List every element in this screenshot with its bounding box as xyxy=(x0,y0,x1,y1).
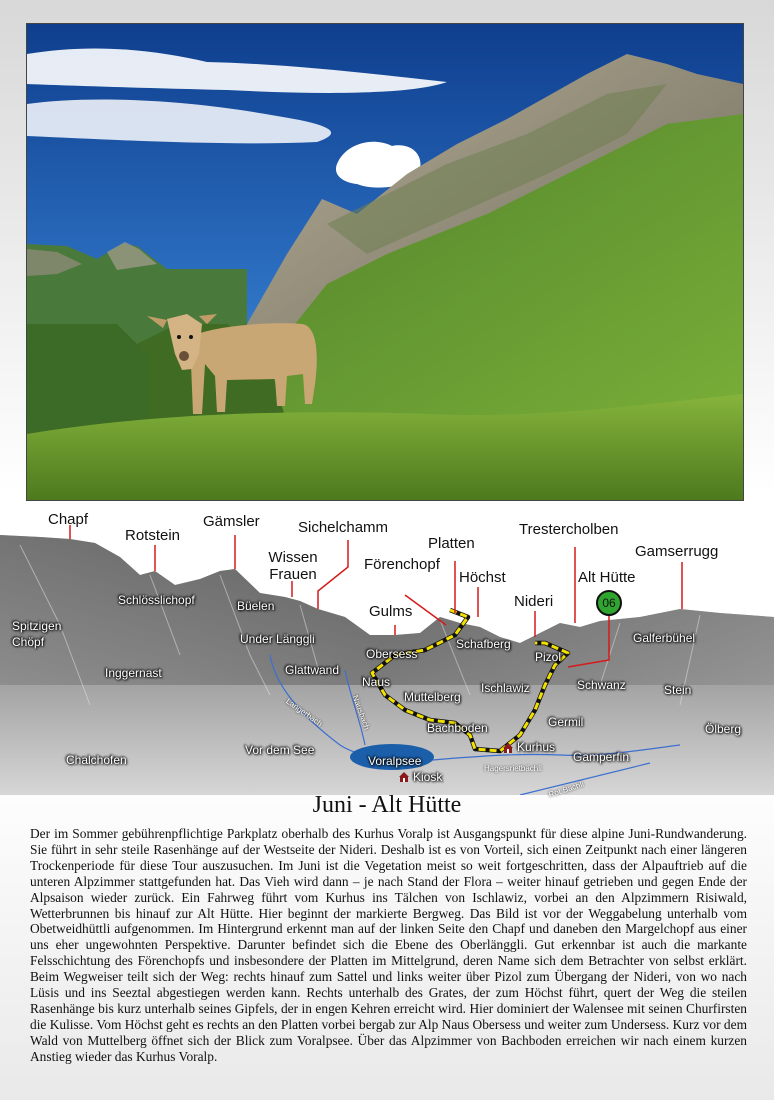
page-title: Juni - Alt Hütte xyxy=(312,792,462,818)
area-label-stein: Stein xyxy=(664,683,692,697)
area-label-chalchofen: Chalchofen xyxy=(66,753,127,767)
cow-meadow-image xyxy=(27,24,743,500)
area-label-muttelberg: Muttelberg xyxy=(404,690,461,704)
area-label-pizol: Pizol xyxy=(535,650,562,664)
panorama-map xyxy=(0,505,774,800)
area-label-schwanz: Schwanz xyxy=(577,678,626,692)
water-label-nausbach: Nausbach xyxy=(350,694,372,731)
water-label-langerbach: Langerbach xyxy=(284,696,325,729)
peak-label-chapf: Chapf xyxy=(48,511,89,528)
peak-label-foerenchopf: Förenchopf xyxy=(364,556,440,573)
area-label-galferbuehel: Galferbühel xyxy=(633,631,696,645)
area-label-inggernast: Inggernast xyxy=(105,666,162,680)
peak-label-rotstein: Rotstein xyxy=(125,527,181,544)
peak-label-gulms: Gulms xyxy=(369,603,413,620)
peak-label-nideri: Nideri xyxy=(514,593,554,610)
alpine-photo xyxy=(26,23,744,501)
area-label-schloesslichopf: Schlösslichopf xyxy=(118,593,195,607)
area-label-kiosk: Kiosk xyxy=(413,770,443,784)
area-label-schafberg: Schafberg xyxy=(456,637,511,651)
area-label-bachboden: Bachboden xyxy=(427,721,488,735)
area-label-gamperfin: Gamperfin xyxy=(573,750,630,764)
peak-label-gamserrugg: Gamserrugg xyxy=(635,543,719,560)
water-label-rot-baechli: Rot Bächli xyxy=(547,779,585,800)
peak-label-gaemsler: Gämsler xyxy=(203,513,260,530)
area-label-kurhus: Kurhus xyxy=(517,740,556,754)
area-label-oelberg: Ölberg xyxy=(705,722,742,736)
peak-label-hoechst: Höchst xyxy=(459,569,506,586)
area-label-naus: Naus xyxy=(362,675,391,689)
water-label-hagersrietbaechli: Hagersrietbächli xyxy=(484,764,542,773)
area-label-obersess: Obersess xyxy=(366,647,418,661)
area-label-under-laenggli: Under Länggli xyxy=(240,632,315,646)
peak-label-platten: Platten xyxy=(428,535,475,552)
area-label-glattwand: Glattwand xyxy=(285,663,340,677)
area-label-germil: Germil xyxy=(548,715,584,729)
peak-label-trestercholben: Trestercholben xyxy=(519,521,619,538)
route-number-badge: 06 xyxy=(596,590,622,616)
area-label-spitzigen-choepf: Spitzigen Chöpf xyxy=(12,619,62,649)
area-label-ischlawiz: Ischlawiz xyxy=(481,681,530,695)
house-icon xyxy=(503,743,513,753)
area-label-voralpsee: Voralpsee xyxy=(368,754,422,768)
peak-label-wissen-frauen: Wissen Frauen xyxy=(268,549,318,583)
area-label-vor-dem-see: Vor dem See xyxy=(245,743,315,757)
peak-label-sichelchamm: Sichelchamm xyxy=(298,519,389,536)
description-text: Der im Sommer gebührenpflichtige Parkplatz oberhalb des Kurhus Voralp ist Ausgangspunkt für diese alpine Juni-Rundwanderung. Sie führt in sehr steile Rasenhänge auf der Westseite der Nideri. Deshalb ist es von Vorteil, sich einen Zeitpunkt nach einer längeren Trockenperiode für diese Tour auszusuchen. Im Juni ist die Vegetation meist so weit fortgeschritten, dass der Alpauftrieb auf die unteren Alpzimmer stattgefunden hat. Das Vieh wird dann – je nach Stand der Flora – weiter hinauf getrieben und gegen Ende der Alpsaison wieder zurück. Ein Fahrweg führt vom Kurhus ins Tälchen von Ischlawiz, vorbei an den Alpzimmern Risiwald, Wetterbrunnen bis hinauf zur Alt Hütte. Hier beginnt der markierte Bergweg. Das Bild ist vor der Weggabelung unterhalb vom Obetweidhüttli aufgenommen. Im Hintergrund erkennt man auf der linken Seite den Chapf und daneben den Margelchopf aus einer uns eher ungewohnten Perspektive. Darunter befindet sich die Ebene des Oberlänggli. Gut erkennbar ist auch die markante Felsschichtung des Förenchopfs und insbesondere der Platten im Mittelgrund, deren Name sich dem Betrachter von selbst erklärt. Beim Wegweiser teilt sich der Weg: rechts hinauf zum Sattel und links weiter über Pizol zum Übergang der Nideri, von wo nach Lüsis und ins Seeztal abgestiegen werden kann. Rechts unterhalb des Grates, der zum Höchst führt, quert der Weg die steilen Rasenhänge bis kurz unterhalb seines Gipfels, der in engen Kehren erreicht wird. Hier dominiert der Walensee mit seinen Churfirsten die Kulisse. Vom Höchst geht es rechts an den Platten vorbei bergab zur Alp Naus Obersess und weiter zum Undersess. Kurz vor dem Wald von Muttelberg öffnet sich der Blick zum Voralpsee. Über das Alpzimmer von Bachboden erreichen wir nach einem kurzen Anstieg wieder das Kurhus Voralp. xyxy=(30,826,747,1064)
peak-label-alt-huette: Alt Hütte xyxy=(578,569,636,586)
house-icon xyxy=(399,772,409,782)
area-label-bueelen: Büelen xyxy=(237,599,275,613)
